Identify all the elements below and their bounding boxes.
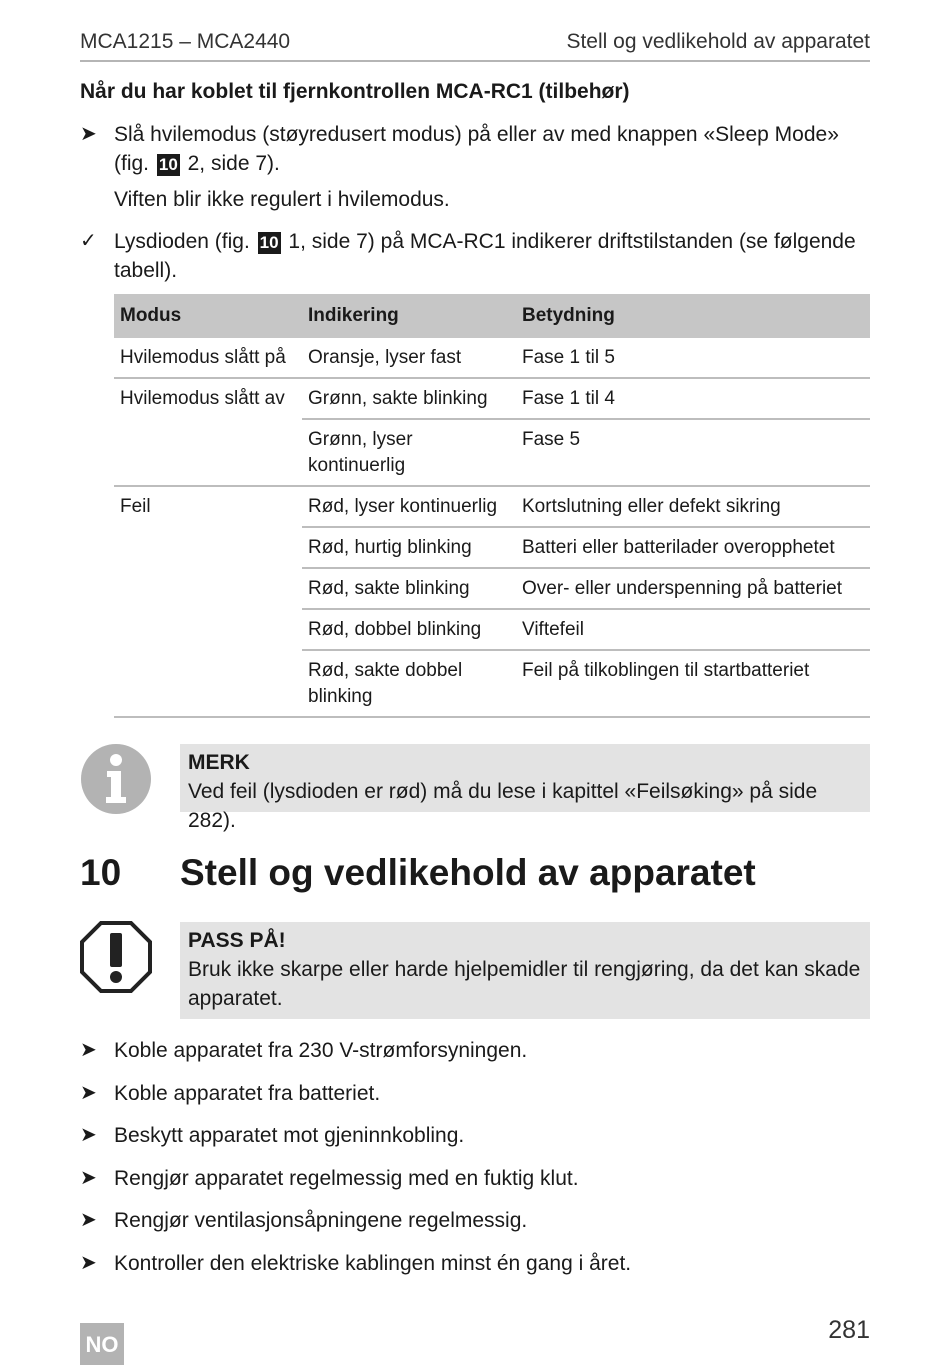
table-row (114, 419, 870, 486)
figure-ref: 10 (158, 155, 178, 174)
arrow-right-icon: ➤ (80, 1209, 97, 1231)
section-number: 10 (80, 852, 122, 893)
step-text: Rengjør apparatet regelmessig med en fuktig klut. (114, 1167, 579, 1190)
table-cell: Feil på tilkoblingen til startbatteriet (516, 650, 870, 717)
table-cell: Hvilemodus slått på (114, 338, 302, 378)
exclamation-octagon-icon (80, 921, 152, 993)
note-text: Ved feil (lysdioden er rød) må du lese i kapittel «Feilsøking» på side 282). (188, 780, 818, 832)
table-cell: Feil (120, 496, 151, 517)
table-cell: Hvilemodus slått av (120, 388, 285, 409)
arrow-right-icon: ➤ (80, 1039, 97, 1061)
arrow-right-icon: ➤ (80, 123, 97, 145)
header-model: MCA1215 – MCA2440 (80, 30, 291, 53)
table-cell (114, 527, 302, 568)
arrow-right-icon: ➤ (80, 1082, 97, 1104)
arrow-right-icon: ➤ (80, 1167, 97, 1189)
table-cell: Fase 5 (516, 419, 870, 486)
caution-box (180, 922, 870, 1019)
note-title: MERK (188, 751, 250, 774)
table-cell (114, 419, 302, 486)
page-header (80, 28, 870, 62)
table-cell: Rød, dobbel blinking (302, 609, 516, 650)
table-cell: Rød, hurtig blinking (302, 527, 516, 568)
note-box (180, 744, 870, 832)
table-cell: Rød, lyser kontinuerlig (302, 486, 516, 527)
table-cell: Batteri eller batterilader overopphetet (516, 527, 870, 568)
led-status-table (114, 294, 870, 718)
table-cell: Rød, sakte blinking (302, 568, 516, 609)
step-text: Beskytt apparatet mot gjeninnkobling. (114, 1124, 465, 1147)
table-cell: Grønn, lyser kontinuerlig (302, 419, 516, 486)
table-row (114, 650, 870, 717)
table-cell: Oransje, lyser fast (302, 338, 516, 378)
subheading: Når du har koblet til fjernkontrollen MCA-RC1 (tilbehør) (80, 80, 630, 103)
table-row (114, 527, 870, 568)
step-text: Kontroller den elektriske kablingen minst én gang i året. (114, 1252, 632, 1275)
column-header: Indikering (302, 294, 516, 338)
arrow-right-icon: ➤ (80, 1252, 97, 1274)
table-cell: Over- eller underspenning på batteriet (516, 568, 870, 609)
table-row (114, 609, 870, 650)
table-row (114, 338, 870, 378)
column-header: Modus (114, 294, 302, 338)
arrow-right-icon: ➤ (80, 1124, 97, 1146)
header-chapter: Stell og vedlikehold av apparatet (566, 30, 870, 53)
table-row (114, 378, 870, 419)
table-cell (114, 650, 302, 717)
step-text: Slå hvilemodus (støyredusert modus) på eller av med knappen «Sleep Mode» (fig. 10 2, side 7). (114, 123, 839, 175)
result-text: Lysdioden (fig. 10 1, side 7) på MCA-RC1 indikerer driftstilstanden (se følgende tabell). (114, 230, 856, 282)
table-cell: Viftefeil (516, 609, 870, 650)
section-title: Stell og vedlikehold av apparatet (180, 852, 756, 893)
caution-title: PASS PÅ! (188, 929, 286, 952)
step-text: Koble apparatet fra batteriet. (114, 1082, 381, 1105)
page-number: 281 (828, 1316, 870, 1344)
table-cell: Fase 1 til 4 (516, 378, 870, 419)
language-tab: NO (80, 1323, 124, 1365)
table-header-row (114, 294, 870, 338)
table-row (114, 568, 870, 609)
info-icon (80, 743, 152, 815)
table-cell: Rød, sakte dobbel blinking (302, 650, 516, 717)
figure-ref: 10 (259, 233, 279, 252)
column-header: Betydning (516, 294, 870, 338)
table-cell (114, 568, 302, 609)
caution-text: Bruk ikke skarpe eller harde hjelpemidler til rengjøring, da det kan skade apparatet. (188, 958, 861, 1010)
step-text: Rengjør ventilasjonsåpningene regelmessig. (114, 1209, 528, 1232)
table-row (114, 486, 870, 527)
table-cell: Fase 1 til 5 (516, 338, 870, 378)
table-cell: Grønn, sakte blinking (302, 378, 516, 419)
table-cell (114, 609, 302, 650)
checkmark-icon: ✓ (80, 230, 97, 252)
table-cell: Kortslutning eller defekt sikring (516, 486, 870, 527)
step-text: Koble apparatet fra 230 V-strømforsyningen. (114, 1039, 528, 1062)
step-note: Viften blir ikke regulert i hvilemodus. (114, 188, 450, 211)
